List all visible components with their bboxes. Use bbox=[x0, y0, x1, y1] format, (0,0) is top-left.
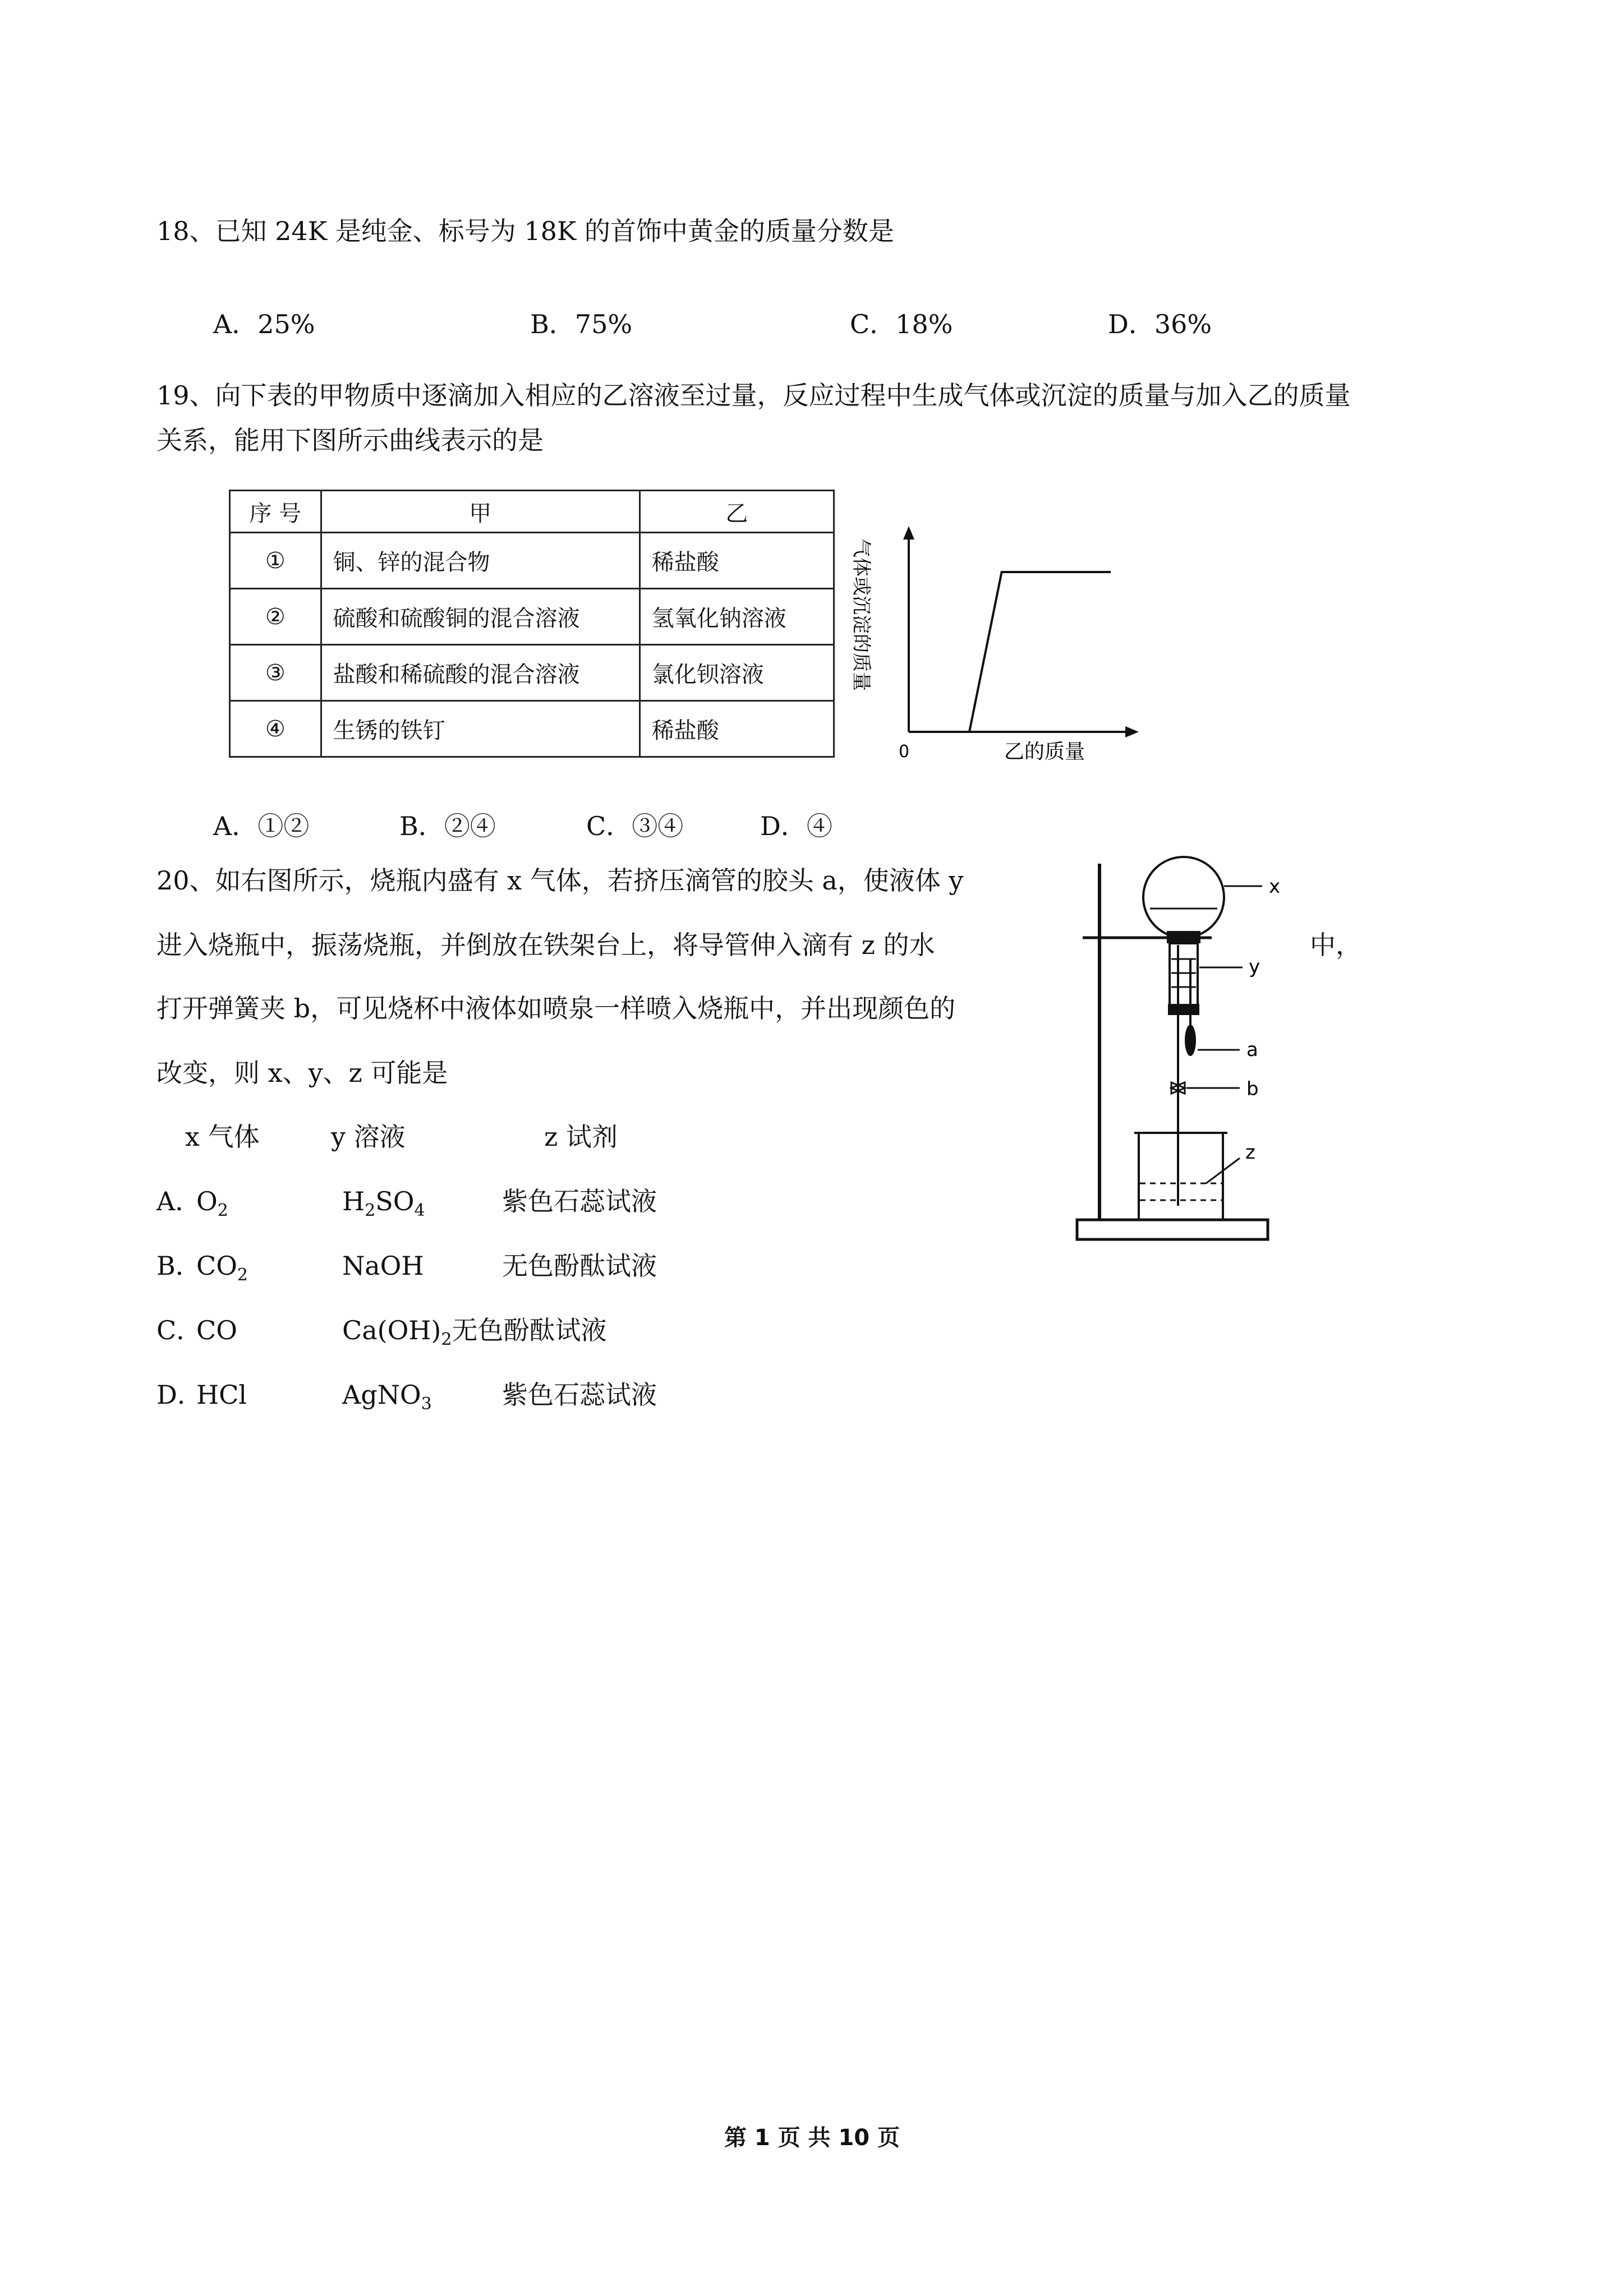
label-z: z bbox=[1245, 1141, 1255, 1164]
table-row bbox=[230, 645, 834, 701]
x-axis-label: 乙的质量 bbox=[1004, 740, 1085, 763]
q19-option-c: C．③④ bbox=[586, 811, 684, 841]
flask-neck bbox=[1170, 943, 1198, 1011]
q19-stem-line2: 关系，能用下图所示曲线表示的是 bbox=[157, 425, 544, 455]
q20-option-c-label: C． bbox=[157, 1315, 203, 1345]
table-row bbox=[230, 701, 834, 757]
flask-bulb bbox=[1143, 857, 1224, 938]
table-row bbox=[230, 533, 834, 589]
q20-option-a-z: 紫色石蕊试液 bbox=[502, 1186, 657, 1216]
q20-option-d-label: D． bbox=[157, 1380, 203, 1410]
header-index: 序 号 bbox=[230, 491, 321, 533]
table-header-row bbox=[230, 491, 834, 533]
row-jia: 盐酸和稀硫酸的混合溶液 bbox=[321, 645, 640, 701]
q19-option-d: D．④ bbox=[760, 811, 832, 841]
label-a: a bbox=[1246, 1039, 1258, 1061]
label-y: y bbox=[1249, 956, 1260, 978]
q20-line2: 进入烧瓶中，振荡烧瓶，并倒放在铁架台上，将导管伸入滴有 z 的水 bbox=[157, 930, 935, 960]
q20-option-b-x: $CO_2$ bbox=[196, 1251, 249, 1285]
q20-option-b-y: NaOH bbox=[342, 1251, 424, 1281]
row-index: ① bbox=[230, 533, 321, 589]
dropper-bulb bbox=[1185, 1025, 1196, 1056]
q18-stem: 18、已知 24K 是纯金、标号为 18K 的首饰中黄金的质量分数是 bbox=[157, 216, 894, 246]
q19-option-a: A．①② bbox=[213, 811, 310, 841]
q20-option-a-x: $O_2$ bbox=[196, 1186, 228, 1220]
row-jia: 生锈的铁钉 bbox=[321, 701, 640, 757]
stand-base bbox=[1077, 1220, 1268, 1239]
q20-option-d-y: AgNO$_3$ bbox=[342, 1380, 432, 1414]
q18-option-d: D．36% bbox=[1108, 309, 1212, 339]
q20-option-a-y: $H_2SO_4$ bbox=[342, 1186, 425, 1220]
q18-option-b: B．75% bbox=[530, 309, 633, 339]
label-x: x bbox=[1269, 875, 1281, 898]
y-axis-arrow bbox=[903, 526, 914, 540]
header-yi: 乙 bbox=[640, 491, 834, 533]
q20-option-b-z: 无色酚酞试液 bbox=[502, 1251, 657, 1281]
row-index: ② bbox=[230, 589, 321, 645]
q20-option-b-label: B． bbox=[157, 1251, 201, 1281]
y-axis-label: 气体或沉淀的质量 bbox=[850, 538, 872, 691]
origin-label: 0 bbox=[899, 742, 910, 762]
lower-stopper bbox=[1168, 1004, 1199, 1015]
q19-table bbox=[229, 490, 835, 758]
q18-option-a: A．25% bbox=[213, 309, 315, 339]
q18-option-c: C．18% bbox=[850, 309, 953, 339]
q20-option-d-x: HCl bbox=[196, 1380, 247, 1410]
q20-line1: 20、如右图所示，烧瓶内盛有 x 气体，若挤压滴管的胶头 a，使液体 y bbox=[157, 865, 964, 896]
q20-header-y: y 溶液 bbox=[331, 1122, 406, 1152]
q20-option-a-label: A． bbox=[157, 1186, 201, 1216]
row-jia: 铜、锌的混合物 bbox=[321, 533, 640, 589]
row-index: ③ bbox=[230, 645, 321, 701]
q20-header-z: z 试剂 bbox=[544, 1122, 618, 1152]
q20-line2-tail: 中， bbox=[1310, 930, 1361, 960]
row-yi: 稀盐酸 bbox=[640, 533, 834, 589]
row-yi: 稀盐酸 bbox=[640, 701, 834, 757]
row-yi: 氢氧化钠溶液 bbox=[640, 589, 834, 645]
fountain-apparatus bbox=[1071, 847, 1329, 1256]
q20-line4: 改变，则 x、y、z 可能是 bbox=[157, 1058, 448, 1088]
page-footer: 第 1 页 共 10 页 bbox=[724, 2125, 900, 2151]
flask-stopper bbox=[1167, 931, 1200, 943]
q20-option-c-y: $Ca(OH)_2$无色酚酞试液 bbox=[342, 1315, 607, 1349]
q20-header-x: x 气体 bbox=[185, 1122, 260, 1152]
q20-option-d-z: 紫色石蕊试液 bbox=[502, 1380, 657, 1410]
row-yi: 氯化钡溶液 bbox=[640, 645, 834, 701]
q19-option-b: B．②④ bbox=[399, 811, 496, 841]
label-b: b bbox=[1246, 1078, 1259, 1100]
header-jia: 甲 bbox=[321, 491, 640, 533]
row-jia: 硫酸和硫酸铜的混合溶液 bbox=[321, 589, 640, 645]
beaker bbox=[1139, 1133, 1223, 1220]
q19-graph bbox=[836, 516, 1150, 774]
series-line bbox=[909, 572, 1111, 732]
row-index: ④ bbox=[230, 701, 321, 757]
q19-stem-line1: 19、向下表的甲物质中逐滴加入相应的乙溶液至过量，反应过程中生成气体或沉淀的质量与加入乙的质量 bbox=[157, 380, 1351, 411]
x-axis-arrow bbox=[1125, 726, 1139, 737]
q20-option-c-x: CO bbox=[196, 1315, 237, 1345]
table-row bbox=[230, 589, 834, 645]
q20-line3: 打开弹簧夹 b，可见烧杯中液体如喷泉一样喷入烧瓶中，并出现颜色的 bbox=[157, 993, 956, 1023]
